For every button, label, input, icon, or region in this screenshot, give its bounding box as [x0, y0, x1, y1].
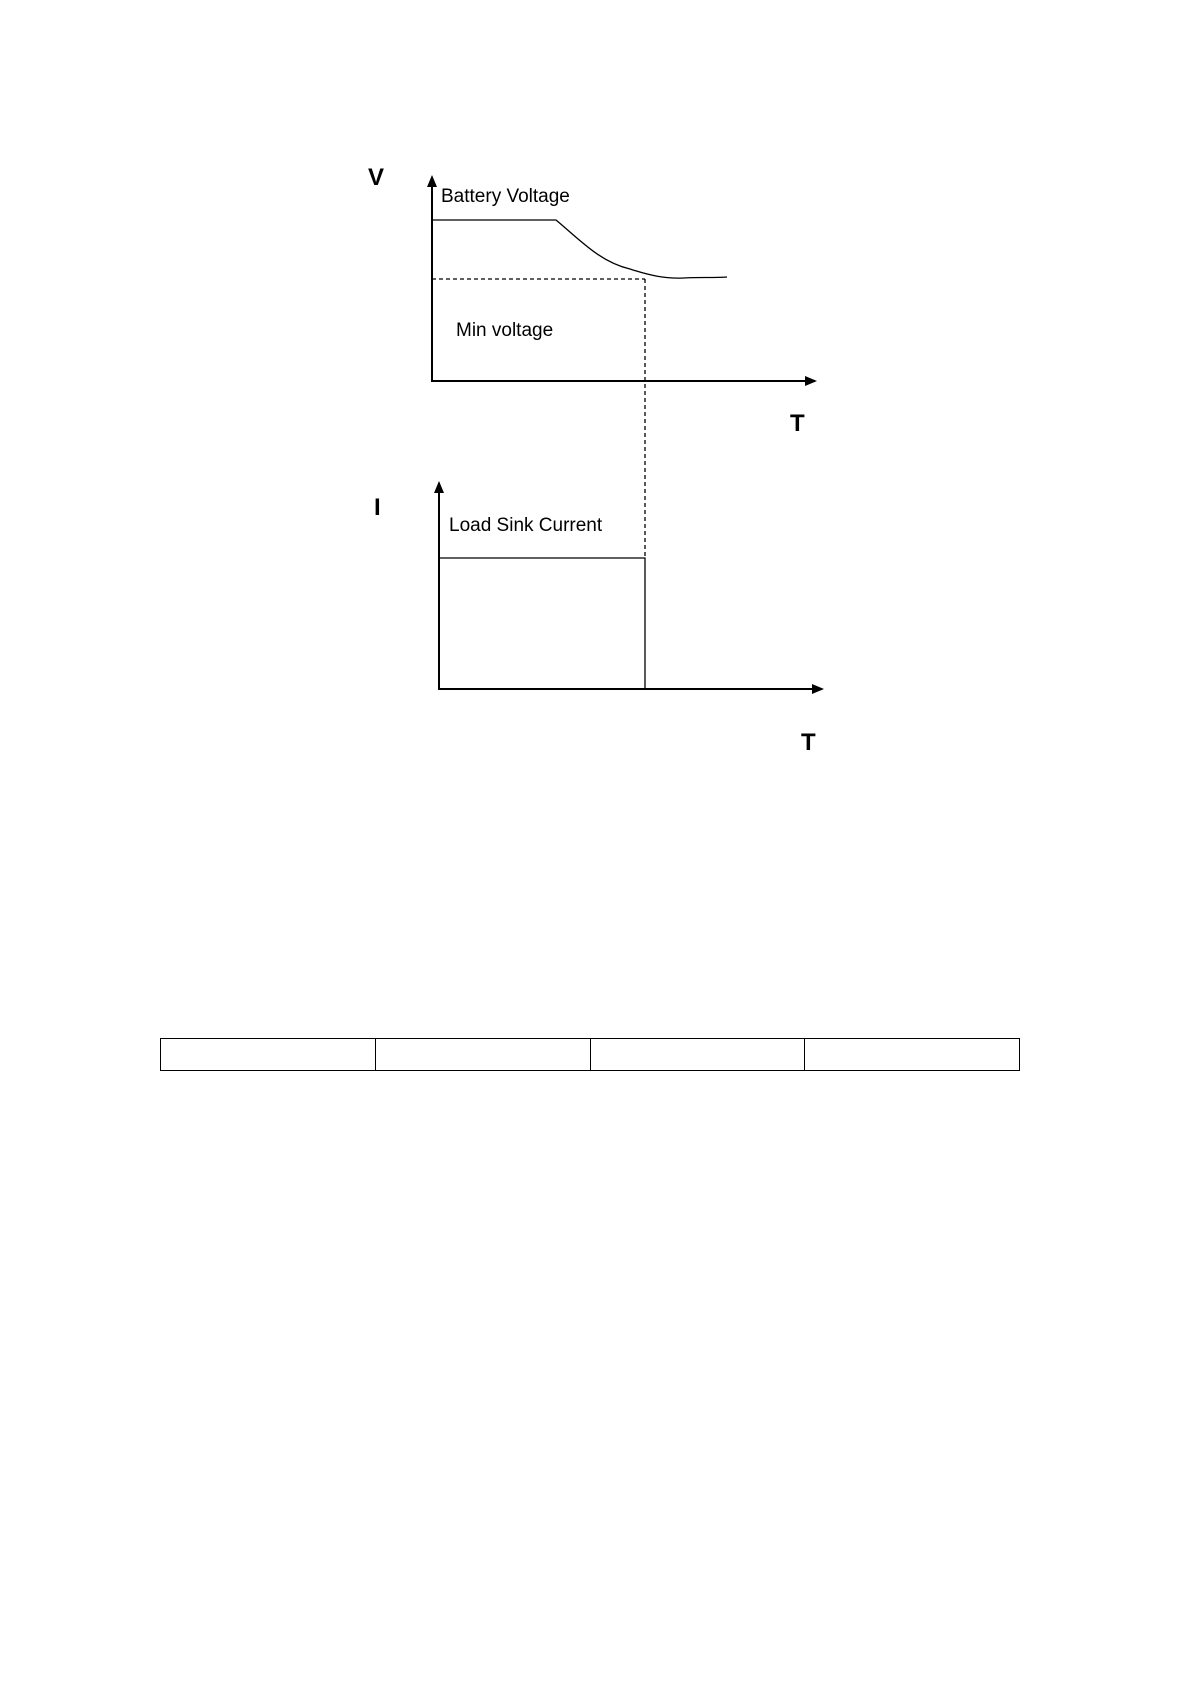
table-cell — [161, 1039, 376, 1071]
battery-voltage-curve — [432, 220, 727, 278]
table-row — [161, 1039, 1020, 1071]
min-voltage-label: Min voltage — [456, 320, 554, 341]
load-sink-current-pulse — [439, 558, 645, 689]
voltage-time-axis-label: T — [790, 410, 805, 437]
current-panel — [438, 483, 822, 689]
table-cell — [590, 1039, 805, 1071]
load-sink-current-label: Load Sink Current — [449, 515, 603, 536]
table-cell — [805, 1039, 1020, 1071]
battery-voltage-label: Battery Voltage — [441, 186, 570, 207]
current-axis-label: I — [374, 494, 381, 521]
table-cell — [375, 1039, 590, 1071]
current-time-axis-label: T — [801, 729, 816, 756]
voltage-axis-label: V — [368, 164, 385, 191]
voltage-panel — [431, 177, 815, 558]
empty-table — [160, 1038, 1020, 1071]
